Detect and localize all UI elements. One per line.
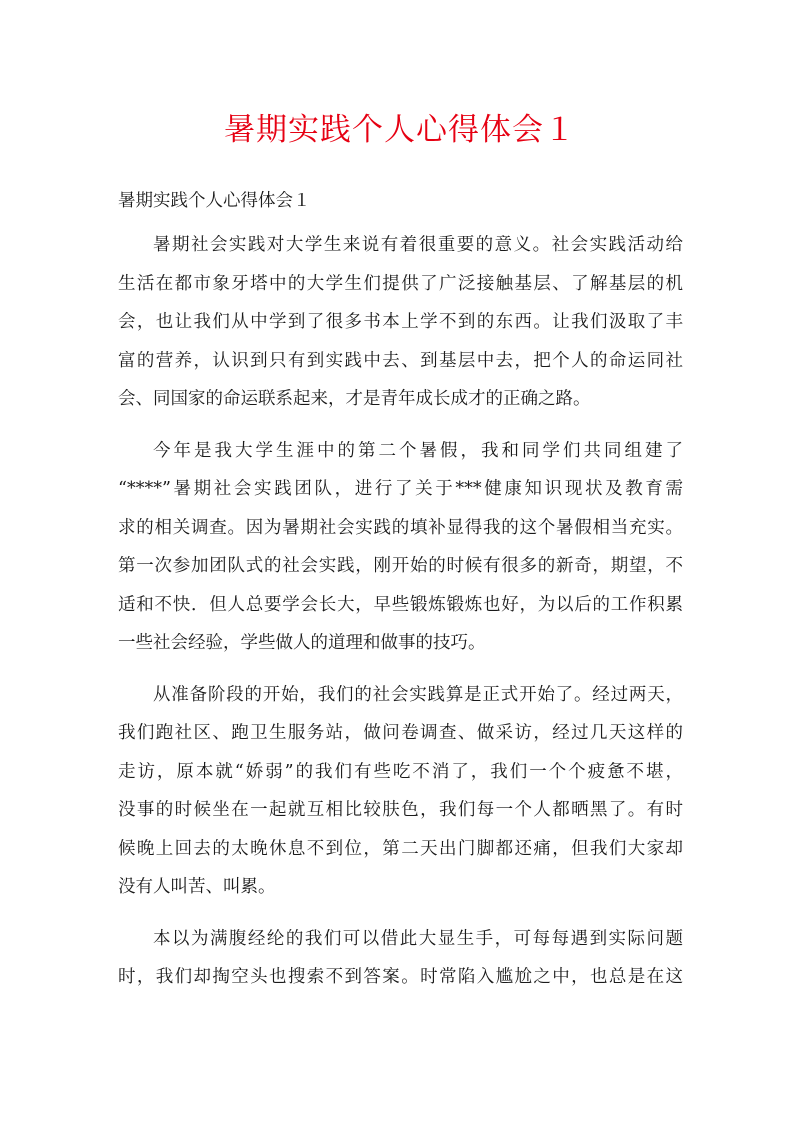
document-title: 暑期实践个人心得体会１ [224, 112, 576, 148]
paragraph-line: 会、同国家的命运联系起来，才是青年成长成才的正确之路。 [118, 389, 591, 409]
paragraph-line: 适和不快．但人总要学会长大，早些锻炼锻炼也好，为以后的工作积累 [118, 594, 683, 615]
paragraph-line: 第一次参加团队式的社会实践，刚开始的时候有很多的新奇，期望，不 [118, 556, 683, 576]
paragraph-line: 走访，原本就“娇弱”的我们有些吃不消了，我们一个个疲惫不堪， [118, 761, 683, 782]
paragraph-line: 没事的时候坐在一起就互相比较肤色，我们每一个人都晒黑了。有时 [118, 800, 683, 820]
paragraph-line: 会，也让我们从中学到了很多书本上学不到的东西。让我们汲取了丰 [118, 312, 683, 332]
paragraph-line: 富的营养，认识到只有到实践中去、到基层中去，把个人的命运同社 [118, 350, 683, 371]
paragraph-line: 求的相关调查。因为暑期社会实践的填补显得我的这个暑假相当充实。 [118, 517, 683, 538]
paragraph-1 [118, 226, 683, 419]
paragraph-line: 暑期社会实践对大学生来说有着很重要的意义。社会实践活动给 [153, 235, 683, 255]
paragraph-line: 一些社会经验，学些做人的道理和做事的技巧。 [118, 633, 486, 653]
paragraph-line: 本以为满腹经纶的我们可以借此大显生手，可每每遇到实际问题 [153, 928, 683, 949]
document-subtitle: 暑期实践个人心得体会１ [118, 191, 311, 211]
paragraph-line: 生活在都市象牙塔中的大学生们提供了广泛接触基层、了解基层的机 [118, 273, 683, 294]
paragraph-line: 候晚上回去的太晚休息不到位，第二天出门脚都还痛，但我们大家却 [118, 838, 683, 859]
paragraph-2 [118, 432, 683, 663]
paragraph-3 [118, 676, 683, 907]
paragraph-line: 时，我们却掏空头也搜索不到答案。时常陷入尴尬之中，也总是在这 [118, 967, 683, 987]
paragraph-line: 今年是我大学生涯中的第二个暑假，我和同学们共同组建了 [153, 440, 683, 461]
paragraph-line: 从准备阶段的开始，我们的社会实践算是正式开始了。经过两天， [153, 684, 683, 705]
paragraph-4 [118, 920, 683, 997]
paragraph-line: “****”暑期社会实践团队，进行了关于***健康知识现状及教育需 [118, 479, 683, 499]
paragraph-line: 没有人叫苦、叫累。 [118, 877, 276, 897]
paragraph-line: 我们跑社区、跑卫生服务站，做问卷调查、做采访，经过几天这样的 [118, 723, 683, 743]
document-body [118, 226, 683, 1010]
